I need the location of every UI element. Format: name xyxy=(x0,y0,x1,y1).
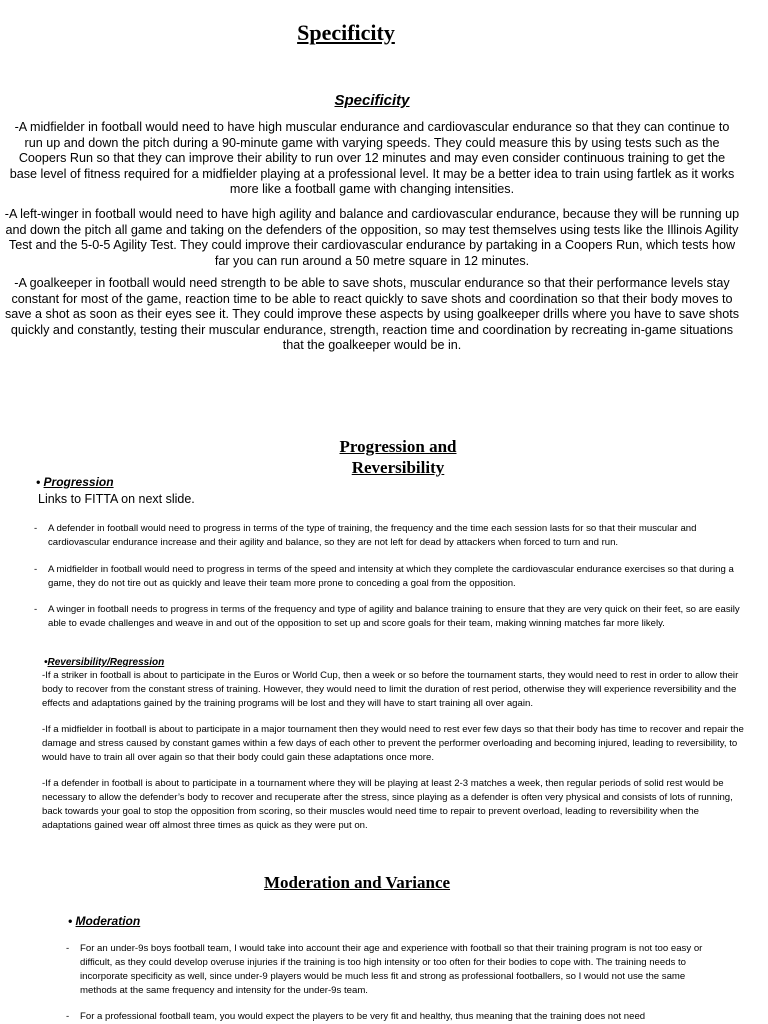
moderation-variance-title: Moderation and Variance xyxy=(263,873,451,892)
dash-icon: - xyxy=(34,564,38,575)
list-item-text: A midfielder in football would need to progress in terms of the speed and intensity at which they complete the cardiovascular endurance exercises so that during a game, they do not tire out as quickly and leave their team more prone to conceding a goal from the opposition. xyxy=(48,564,734,589)
specificity-heading: Specificity xyxy=(334,92,410,109)
moderation-label: Moderation xyxy=(75,914,141,928)
list-item-text: For a professional football team, you would expect the players to be very fit and healthy, thus meaning that the training does not need xyxy=(80,1011,646,1022)
page-title: Specificity xyxy=(297,20,395,45)
reversibility-paragraph-defender: -If a defender in football is about to participate in a tournament where they will be playing at least 2-3 matches a week, then regular periods of solid rest would be necessary to allow the defender’s body to recover and recuperate after the stress, since playing as a defender is often very physical and consists of lots of running, back towards your goal to stop the opposition from scoring, so their muscles would need time to repair to prevent overload, leading to reversibility when the adaptations gained wear off almost three times as quick as they were put on. xyxy=(42,778,733,831)
dash-icon: - xyxy=(34,523,38,534)
specificity-paragraph-left-winger: -A left-winger in football would need to have high agility and balance and cardiovascular endurance, because they will be running up and down the pitch all game and taking on the defenders of the opposition, so may test themselves using tests like the Illinois Agility Test and the 5-0-5 Agility Test. They could improve their cardiovascular endurance by partaking in a Coopers Run, which tests how far you can run around a 50 metre square in 12 minutes. xyxy=(4,207,740,268)
dash-icon: - xyxy=(34,604,38,615)
dash-icon: - xyxy=(66,943,70,954)
list-item xyxy=(34,522,748,550)
specificity-paragraph-midfielder: -A midfielder in football would need to have high muscular endurance and cardiovascular endurance so that they can continue to run up and down the pitch during a 90-minute game with varying speeds. They could measure this by using tests such as the Coopers Run so that they can improve their ability to run over 12 minutes and may even consider continuous training to get the base level of fitness required for a midfielder playing at a professional level. It may be a better idea to train using fartlek as it works more like a football game with changing intensities. xyxy=(9,120,735,196)
moderation-bullet xyxy=(68,914,140,928)
fitta-link-note: Links to FITTA on next slide. xyxy=(38,492,195,506)
specificity-paragraph-goalkeeper: -A goalkeeper in football would need strength to be able to save shots, muscular endurance so that their performance levels stay constant for most of the game, reaction time to be able to react quickly to save shots and coordination so that their body moves to save a shot as soon as their eyes see it. They could improve these aspects by using goalkeeper drills where you have to save shots quickly and constantly, testing their muscular endurance, strength, reaction time and coordination by recreating in-game situations that the goalkeeper would be in. xyxy=(4,276,740,352)
list-item-text: A defender in football would need to progress in terms of the type of training, the frequency and the time each session lasts for so that their muscular and cardiovascular endurance increase and their agility and balance, so they are not left for dead by attackers when forced to turn and run. xyxy=(48,523,697,548)
progression-bullet xyxy=(36,475,114,489)
bullet-icon: • xyxy=(68,914,73,928)
reversibility-label: Reversibility/Regression xyxy=(47,657,165,668)
dash-icon: - xyxy=(66,1011,70,1022)
list-item xyxy=(66,942,704,998)
reversibility-paragraph-striker: -If a striker in football is about to participate in the Euros or World Cup, then a week or so before the tournament starts, they would need to rest in order to allow their body to recover from the constant stress of training. However, they would need to limit the duration of rest period, otherwise they will experience reversibility and the effects and adaptations gained by the training programs will be lost and they will have to start training all over again. xyxy=(42,670,739,709)
list-item-text: A winger in football needs to progress in terms of the frequency and type of agility and balance training to ensure that they are very quick on their feet, so are easily able to evade challenges and weave in and out of the opposition to set up and score goals for their team, making winning matches far more likely. xyxy=(48,604,740,629)
reversibility-bullet xyxy=(44,657,164,668)
bullet-icon: • xyxy=(44,657,48,668)
list-item xyxy=(34,603,748,631)
list-item-text: For an under-9s boys football team, I would take into account their age and experience with football so that their training program is not too easy or difficult, as they could develop overuse injuries if the training is too high intensity or too often for their bodies to cope with. The training needs to incorporate specificity as well, since under-9 players would be much less fit and strong as professional footballers, so I would not use the same methods at the same frequency and intensity for the under-9s team. xyxy=(80,943,703,996)
progression-label: Progression xyxy=(43,475,114,489)
list-item xyxy=(34,563,748,591)
list-item xyxy=(66,1010,704,1024)
reversibility-paragraph-midfielder: -If a midfielder in football is about to participate in a major tournament then they would need to rest ever few days so that their body has time to recover and repair the damage and stress caused by constant games within a few days of each other to prevent the performer overloading and becoming injured, leading to reversibility, to would have to train all over again so that their body could gain these adaptations once more. xyxy=(42,724,744,763)
progression-reversibility-title: Progression and Reversibility xyxy=(339,437,457,477)
bullet-icon: • xyxy=(36,475,41,489)
